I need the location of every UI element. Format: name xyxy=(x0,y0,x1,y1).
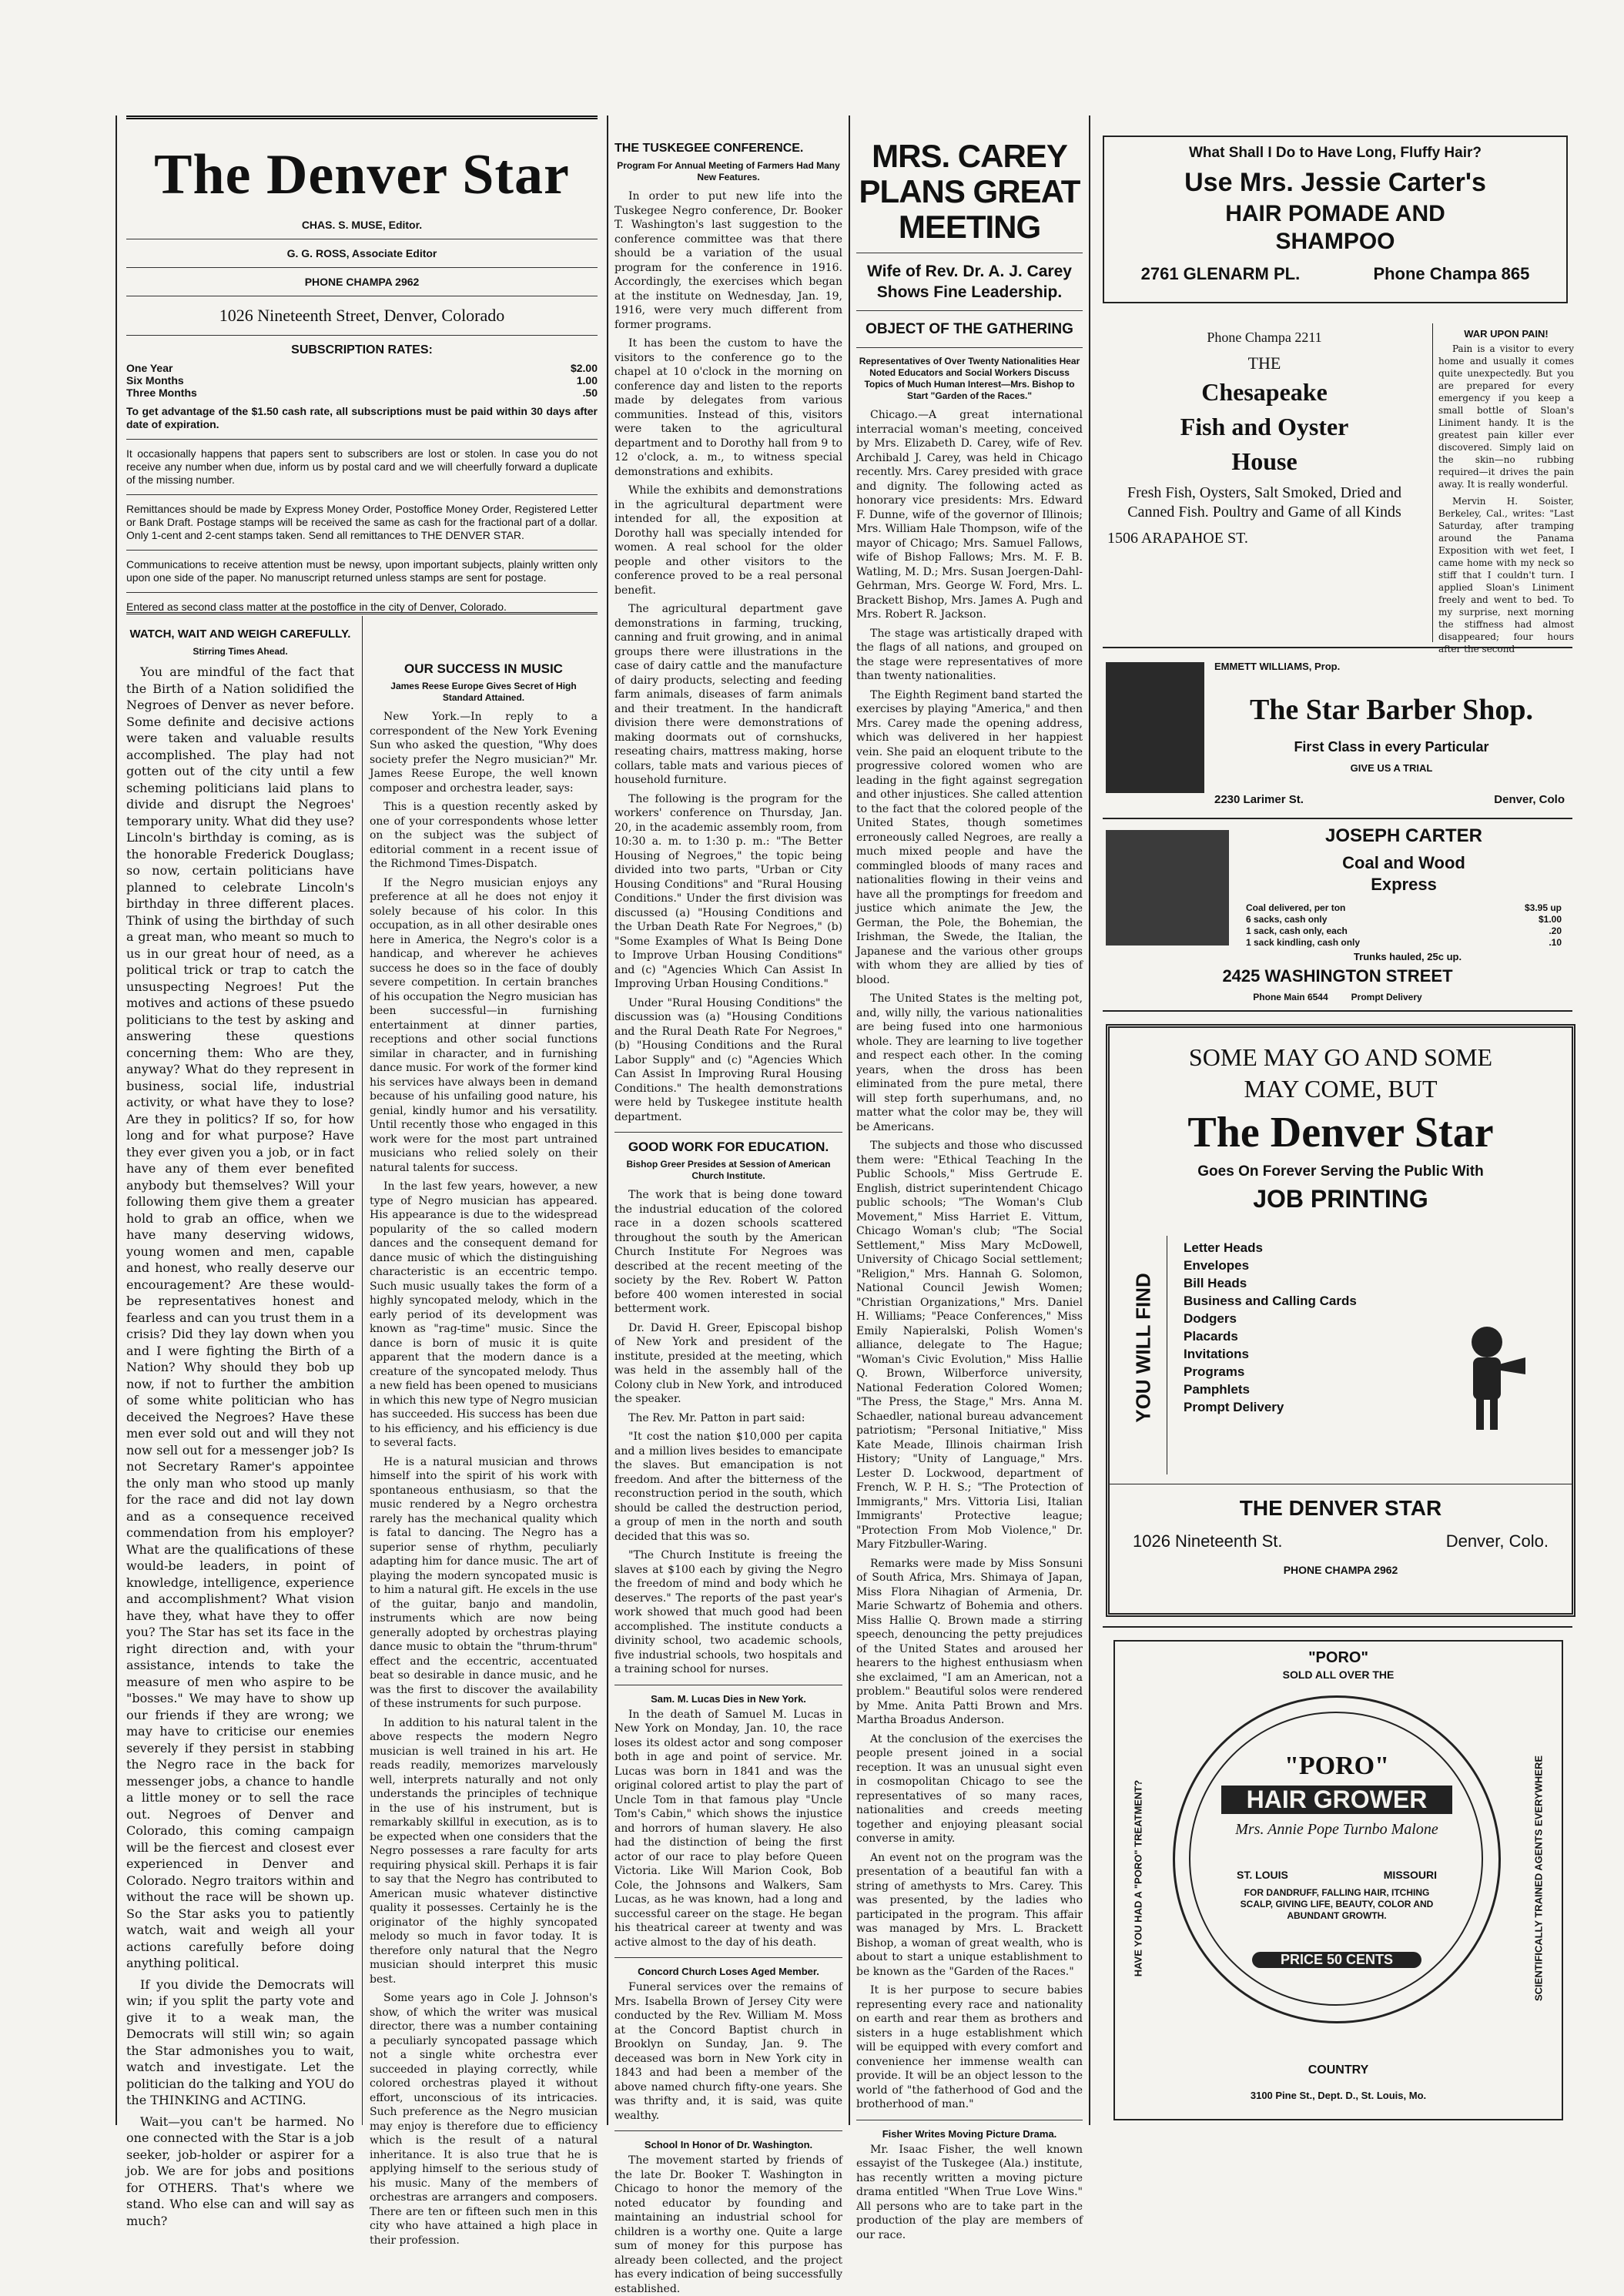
ad-phone: PHONE CHAMPA 2962 xyxy=(1283,1564,1398,1576)
article-headline: Concord Church Loses Aged Member. xyxy=(638,1966,819,1977)
product-city: ST. LOUIS xyxy=(1237,1869,1288,1881)
article-paragraph: Remarks were made by Miss Sonsuni of South Africa, Mrs. Shimaya of Japan, Miss Flora Nihagian of Armenia, Dr. Marie Schwartz of Bohemia and others. Miss Hallie Q. Brown made a stirring speech, denouncing the petty prejudices of the United States and aroused her hearers to the highest enthusiasm when she exclaimed, "I am an American, not a problem." Beautiful solos were rendered by Mme. Anita Patti Brown and Mrs. Martha Broadus Anderson. xyxy=(856,1557,1083,1726)
article-paragraph: The United States is the melting pot, and, willy nilly, the various nationalities are being fused into one harmonious whole. They are learning to live together and respect each other. In the coming years, when the dross has been eliminated from the pure metal, there will step forth superhumans, and, no matter what the color may be, they will be Americans. xyxy=(856,992,1083,1133)
article-deck: Wife of Rev. Dr. A. J. Carey Shows Fine Leadership. xyxy=(867,263,1072,301)
ad-side-label: YOU WILL FIND xyxy=(1131,1273,1155,1423)
article-headline: THE TUSKEGEE CONFERENCE. xyxy=(614,142,804,155)
article-paragraph: The movement started by friends of the late Dr. Booker T. Washington in Chicago to honor the memory of the noted educator by founding and maintaining an industrial school for children is a worthy one. Quite a large sum of money for this purpose has already been collected, and the project has every indication of being successfully established. xyxy=(614,2154,842,2295)
ad-proprietor: EMMETT WILLIAMS, Prop. xyxy=(1214,661,1341,672)
article-pain xyxy=(1438,323,1574,654)
rate-list xyxy=(126,362,598,399)
article-headline: MRS. CAREY PLANS GREAT MEETING xyxy=(859,138,1080,245)
ad-description: Fresh Fish, Oysters, Salt Smoked, Dried and Canned Fish. Poultry and Game of all Kinds xyxy=(1127,484,1402,520)
entered-note: Entered as second class matter at the postoffice in the city of Denver, Colorado. xyxy=(126,601,507,613)
ad-name: Fish and Oyster xyxy=(1180,413,1349,440)
ad-job-printing xyxy=(1106,1024,1575,1617)
article-headline: WATCH, WAIT AND WEIGH CAREFULLY. xyxy=(129,628,351,641)
ad-name: JOSEPH CARTER xyxy=(1324,825,1483,846)
newspaper-page xyxy=(116,115,1579,2295)
service-item: Dodgers xyxy=(1184,1311,1237,1326)
ad-line: MAY COME, BUT xyxy=(1244,1075,1438,1103)
article-paragraph: "It cost the nation $10,000 per capita and a million lives besides to emancipate the slaves. But emancipation is not freedom. And after the bitterness of the reconstruction period in the south, which should be called the destruction period, a group of men in the north and south decided that this was so. xyxy=(614,1431,842,1543)
service-item: Bill Heads xyxy=(1184,1276,1247,1290)
address-line: 1026 Nineteenth Street, Denver, Colorado xyxy=(219,306,505,325)
article-headline: OUR SUCCESS IN MUSIC xyxy=(404,661,563,676)
ad-name: Chesapeake xyxy=(1201,378,1328,406)
article-paragraph: The work that is being done toward the industrial education of the colored race in a dozen schools scattered throughout the south by the American Church Institute For Negroes was described at the recent meeting of the society by the Rev. Robert W. Patton before 400 women interested in social betterment work. xyxy=(614,1189,842,1315)
ad-address: 1026 Nineteenth St. xyxy=(1133,1531,1283,1551)
article-paragraph: It has been the custom to have the visitors to the conference go to the chapel at 10 o'clock in the morning on conference day and listen to the reports made by delegates from various communities. Instead of this, visitors were taken to the agricultural department and to Dorothy hall from 9 to 12 o'clock, a. m., to witness special demonstrations and exhibits. xyxy=(614,337,842,478)
ad-line: HAIR POMADE AND xyxy=(1225,201,1445,226)
article-paragraph: He is a natural musician and throws himself into the spirit of his work with spontaneous enthusiasm, so that the music rendered by a Negro orchestra rarely has the mechanical quality which is fatal to dancing. The Negro has a superior sense of rhythm, peculiarly adapting him for dance music. The art of playing the modern syncopated music is to him a natural gift. He excels in the use of the guitar, banjo and mandolin, instruments which are now being generally adopted by orchestras playing dance music to obtain the "thrum-thrum" effect and the eccentric, accentuated beat so desirable in dance music, and he was the first to discover the availability of these instruments for such purpose. xyxy=(370,1455,598,1710)
article-music xyxy=(370,654,598,2247)
article-subhead: Program For Annual Meeting of Farmers Had Many New Features. xyxy=(617,160,840,182)
article-paragraph: Under "Rural Housing Conditions" the discussion was (a) "Housing Conditions and the Rural Death Rate For Negroes," (b) "Housing Conditions and the Rural Labor Supply" and (c) "Agencies Which Can Assist In Improving Rural Housing Conditions." The health demonstrations were held by Tuskegee institute health department. xyxy=(614,996,842,1123)
ad-footer-name: THE DENVER STAR xyxy=(1239,1496,1442,1520)
price-row: 1 sack kindling, cash only .10 xyxy=(1246,937,1562,948)
portrait-photo xyxy=(1106,830,1229,946)
article-paragraph: Pain is a visitor to every home and usually it comes quite unexpectedly. But you are prepared for every emergency if you keep a small bottle of Sloan's Liniment handy. It is the greatest pain killer ever discovered. Simply laid on the skin—no rubbing required—it drives the pain away. It is really wonderful. xyxy=(1438,343,1574,490)
remit-note: Remittances should be made by Express Money Order, Postoffice Money Order, Registered Letter or Bank Draft. Postage stamps will be received the same as cash for the fractional part of a dollar. Only 1-cent and 2-cent stamps taken. Send all remittances to THE DENVER STAR. xyxy=(126,503,598,541)
article-paragraph: Wait—you can't be harmed. No one connected with the Star is a job seeker, job-holder or aspirer for a job. We are for jobs and positions for OTHERS. That's where we stand. Who else can and will say as much? xyxy=(126,2114,354,2228)
ad-name: The Star Barber Shop. xyxy=(1249,694,1534,726)
ad-address: 2761 GLENARM PL. xyxy=(1140,264,1301,283)
ad-hair-pomade xyxy=(1103,136,1568,303)
article-subhead: Stirring Times Ahead. xyxy=(193,646,288,657)
article-paragraph: The agricultural department gave demonstrations in farming, trucking, canning and fruit growing, and in animal groups there were illustrations in the case of dairy cattle and the manufacture of dairy products, selecting and feeding farm animals, diseases of farm animals and their treatment. In the handicraft division there were demonstrations of making doormats out of cornshucks, reseating chairs, mattress making, horse collars, table mats and various pieces of household furniture. xyxy=(614,603,842,786)
ad-line: SHAMPOO xyxy=(1275,229,1395,254)
article-headline: Fisher Writes Moving Picture Drama. xyxy=(882,2127,1057,2140)
ad-line: JOB PRINTING xyxy=(1253,1185,1428,1213)
ad-line: GIVE US A TRIAL xyxy=(1350,762,1433,774)
ad-line: Trunks hauled, 25c up. xyxy=(1353,951,1462,962)
phone-line: PHONE CHAMPA 2962 xyxy=(304,276,420,288)
ad-address: 3100 Pine St., Dept. D., St. Louis, Mo. xyxy=(1250,2090,1427,2101)
article-paragraph: If the Negro musician enjoys any preference at all he does not enjoy it solely because of his color. In this occupation, as in all other desirable ones here in America, the Negro's color is a handicap, and wherever he achieves success he does so in the face of doubly severe competition. In certain branches of his occupation the Negro musician has been successful—in furnishing entertainment at dinner parties, receptions and other social functions similar in character, and in furnishing dance music. For work of the former kind his services have always been in demand because of his unfailing good nature, his genial, kindly humor and his versatility. Until recently those who engaged in this work were for the most part untrained musicians who relied solely on their natural talents for success. xyxy=(370,876,598,1174)
product-maker: Mrs. Annie Pope Turnbo Malone xyxy=(1235,1821,1438,1838)
article-paragraph: The following is the program for the workers' conference on Thursday, Jan. 20, in the academic assembly room, from 10:30 a. m. to 1:30 p. m.: "The Better Housing of Negroes," the topic being divided into two parts, "Urban or City Housing Conditions" and "Rural Housing Conditions." Under the first division was discussed (a) "Housing Conditions and the Urban Death Rate For Negroes," (b) "Some Examples of What Is Being Done to Improve Urban Housing Conditions" and (c) "Agencies Which Can Assist In Improving Urban Housing Conditions." xyxy=(614,792,842,990)
column-rule xyxy=(362,616,363,2125)
ad-line: THE xyxy=(1247,353,1281,373)
trumpeter-icon xyxy=(1448,1320,1533,1436)
rate-row: One Year $2.00 xyxy=(126,362,598,374)
ad-line: SOME MAY GO AND SOME xyxy=(1188,1043,1493,1071)
lost-note: It occasionally happens that papers sent to subscribers are lost or stolen. In case you do not receive any number when due, inform us by postal card and we will cheerfully forward a duplicate of the missing number. xyxy=(126,447,598,486)
article-paragraph: The stage was artistically draped with the flags of all nations, and grouped on the stage were representatives of more than twenty nationalities. xyxy=(856,627,1083,682)
price-row: 1 sack, cash only, each .20 xyxy=(1246,925,1562,936)
subscription-title: SUBSCRIPTION RATES: xyxy=(291,343,433,356)
article-paragraph: In addition to his natural talent in the above respects the modern Negro musician is well trained in his art. He reads readily, memorizes marvelously well, interprets naturally and not only understands the principles of technique in the use of his instrument, but is remarkably skillful in execution, as is to be expected when one considers that the Negro possesses a rare faculty for arts requiring physical skill. Perhaps it is fair to say that the Negro has contributed to American music whatever distinctive quality it possesses. Certainly he is the originator of the highly syncopated melody so much in favor today. It is therefore only natural that the Negro musician should interpret this music best. xyxy=(370,1716,598,1986)
article-headline: Sam. M. Lucas Dies in New York. xyxy=(651,1692,806,1705)
article-paragraph: "The Church Institute is freeing the slaves at $100 each by giving the Negro the freedom of mind and body which he deserves." The reports of the past year's work showed that much good had been accomplished. The institute conducts a divinity school, two academic schools, five industrial schools, two hospitals and a training school for nurses. xyxy=(614,1549,842,1675)
article-paragraph: This is a question recently asked by one of your correspondents whose letter on the subject was the subject of editorial comment in a recent issue of the Richmond Times-Dispatch. xyxy=(370,801,598,870)
article-watch-wait xyxy=(126,620,354,2228)
ad-address: 2425 WASHINGTON STREET xyxy=(1222,966,1453,986)
ad-tagline: Goes On Forever Serving the Public With xyxy=(1197,1163,1484,1180)
editor-line: CHAS. S. MUSE, Editor. xyxy=(301,219,423,231)
article-paragraph: In the last few years, however, a new type of Negro musician has appeared. His appearance is due to the widespread popularity of the so called modern dances and the consequent demand for dance music of which the distinguishing characteristic is an eccentric tempo. Such music usually takes the form of a highly syncopated melody, which in the early period of its development was known as "rag-time" music. Since the dance is born of music it is quite apparent that the modern dance is a creature of the syncopated melody. Thus a new field has been opened to musicians in which this new type of Negro musician has succeeded. His success has been due to his efficiency, and his efficiency is due to several facts. xyxy=(370,1180,598,1449)
service-item: Programs xyxy=(1184,1364,1245,1379)
product-brand: "PORO" xyxy=(1284,1752,1389,1780)
ad-name: House xyxy=(1231,447,1298,475)
article-paragraph: If you divide the Democrats will win; if you split the party vote and give it to a weak man, the Democrats will still win; so again the Star admonishes you to wait, watch and investigate. Let the politician do the talking and YOU do the THINKING and ACTING. xyxy=(126,1976,354,2107)
poro-seal xyxy=(1173,1695,1501,2023)
portrait-photo xyxy=(1106,662,1204,793)
editorial-box xyxy=(126,115,598,613)
ad-name: The Denver Star xyxy=(1187,1109,1494,1156)
assoc-editor-line: G. G. ROSS, Associate Editor xyxy=(286,247,437,259)
ad-line: Coal and Wood xyxy=(1342,853,1465,872)
article-paragraph: The Rev. Mr. Patton in part said: xyxy=(628,1411,805,1424)
ad-city: Denver, Colo xyxy=(1494,793,1565,806)
ad-line: Use Mrs. Jessie Carter's xyxy=(1184,168,1486,197)
column-rule xyxy=(116,115,117,2125)
article-paragraph: Mervin H. Soister, Berkeley, Cal., writes: "Last Saturday, after tramping around the Panama Exposition with wet feet, I came home with my neck so stiff that I couldn't turn. I applied Sloan's Liniment freely and went to bed. To my surprise, next morning the stiffness had almost disappeared; four hours after the second xyxy=(1438,496,1574,654)
article-paragraph: Chicago.—A great international interracial woman's meeting, conceived by Mrs. Elizabeth D. Carey, wife of Rev. Archibald J. Carey, was held in Chicago recently. Mrs. Carey presided with grace and dignity. The following acted as honorary vice presidents: Mrs. Edward F. Dunne, wife of the governor of Illinois; Mrs. William Hale Thompson, wife of the mayor of Chicago; Mrs. Samuel Fallows, wife of Bishop Fallows; Mrs. M. F. B. Watling, M. D.; Mrs. Susan Joergen-Dahl-Gehrman, Mrs. George W. Ford, Mrs. L. Brackett Bishop, Mrs. James A. Pugh and Mrs. Robert R. Jackson. xyxy=(856,409,1083,621)
service-item: Prompt Delivery xyxy=(1184,1400,1284,1414)
product-claim: FOR DANDRUFF, FALLING HAIR, ITCHING SCALP, GIVING LIFE, BEAUTY, COLOR AND ABUNDANT GROWTH. xyxy=(1240,1887,1434,1921)
article-carey xyxy=(856,134,1083,2241)
article-subhead: Representatives of Over Twenty Nationalities Hear Noted Educators and Social Workers Discuss Topics of Much Human Interest—Mrs. Bishop to Start "Garden of the Races." xyxy=(859,356,1080,401)
ad-phone: Phone Champa 865 xyxy=(1373,264,1530,283)
ad-barber-shop xyxy=(1103,654,1572,962)
ad-line: SOLD ALL OVER THE xyxy=(1282,1668,1395,1681)
article-headline: WAR UPON PAIN! xyxy=(1464,328,1549,340)
ad-name: "PORO" xyxy=(1308,1649,1368,1666)
article-paragraph: Dr. David H. Greer, Episcopal bishop of New York and president of the institute, presided at the meeting, which was held in the assembly hall of the Colony club in New York, and introduced the speaker. xyxy=(614,1321,842,1405)
page-title: The Denver Star xyxy=(154,143,570,206)
ad-line: Express xyxy=(1371,875,1437,894)
article-paragraph: Some years ago in Cole J. Johnson's show, of which the writer was musical director, there was a number containing a peculiarly syncopated passage which not a single white orchestra ever succeeded in playing correctly, while colored orchestras played it without effort, unconscious of its intricacies. Such preference as the Negro musician may enjoy is therefore due to efficiency which is the result of a natural inheritance. It is also true that he is applying himself to the serious study of his music. Many of the members of orchestras are arrangers and composers. There are ten or fifteen such men in this city who have attained a high place in their profession. xyxy=(370,1992,598,2247)
article-paragraph: In order to put new life into the Tuskegee Negro conference, Dr. Booker T. Washington's last suggestion to the conference committee was that there should be a variation of the usual program for the conference in 1916. Accordingly, the exercises which began at the institute on Wednesday, Jan. 19, 1916, were very much different from former programs. xyxy=(614,190,842,331)
ad-question: What Shall I Do to Have Long, Fluffy Hair? xyxy=(1188,145,1482,161)
cash-note: To get advantage of the $1.50 cash rate, all subscriptions must be paid within 30 days after date of expiration. xyxy=(126,405,598,430)
article-paragraph: Funeral services over the remains of Mrs. Isabella Brown of Jersey City were conducted by the Rev. William M. Moss at the Concord Baptist church in Brooklyn on Sunday, Jan. 9. The deceased was born in New York city in 1843 and had been a member of the above named church fifty-one years. She was thrifty and, it is said, was quite wealthy. xyxy=(614,1981,842,2122)
service-item: Envelopes xyxy=(1184,1258,1250,1273)
article-headline: GOOD WORK FOR EDUCATION. xyxy=(628,1140,829,1154)
ad-address: 2230 Larimer St. xyxy=(1214,793,1304,806)
article-paragraph: The subjects and those who discussed them were: "Ethical Teaching In the Public Schools," Miss Gertrude E. English, district superintendent Chicago public schools; "The Woman's Club Movement," Miss Harriet E. Vittum, Chicago Woman's club; "The Social Settlement," Miss Mary McDowell, University of Chicago Social settlement; "Religion," Mrs. Hannah G. Solomon, National Council Jewish Women; "Christian Organizations," Mrs. Daniel H. Williams; "Peace Conferences," Miss Emily Napieralski, Polish Women's alliance, delegate to The Hague; "Woman's Civic Evolution," Miss Hallie Q. Brown, Wilberforce university, National Federation Colored Women; "The Press, the Stage," Mrs. Anna M. Schaedler, national bureau advancement patriotism; "Personal Initiative," Miss Kate Meade, Illinois chairman Irish History; "Unity of Language," Mrs. Lester D. Lockwood, department of French, W. P. H. S.; "The Protection of Immigrants," Mrs. Vittoria Lisi, Italian Immigrants' Protective league; "Protection From Mob Violence," Dr. Mary Fitzbuller-Waring. xyxy=(856,1140,1083,1551)
product-price: PRICE 50 CENTS xyxy=(1252,1952,1421,1968)
article-paragraph: New York.—In reply to a correspondent of the New York Evening Sun who asked the question, "Why does society prefer the Negro musician?" Mr. James Reese Europe, the well known composer and orchestra leader, says: xyxy=(370,711,598,795)
ad-tagline: First Class in every Particular xyxy=(1294,739,1489,755)
ad-city: Denver, Colo. xyxy=(1445,1531,1549,1551)
article-deck: OBJECT OF THE GATHERING xyxy=(866,321,1073,337)
ad-chesapeake xyxy=(1103,323,1426,642)
article-subhead: James Reese Europe Gives Secret of High Standard Attained. xyxy=(390,681,577,703)
ad-poro xyxy=(1113,1640,1563,2120)
article-paragraph: It is her purpose to secure babies representing every race and nationality on earth and rear them as brothers and sisters in a huge establishment which will be equipped with every comfort and convenience her immense wealth can provide. It will be an object lesson to the world of "the fatherhood of God and the brotherhood of man." xyxy=(856,1984,1083,2110)
article-paragraph: You are mindful of the fact that the Birth of a Nation solidified the Negroes of Denver as never before. Some definite and decisive actions were taken and valuable results accomplished. The play had not gotten out of the city until a few scheming politicians laid plans to divide and disrupt the Negroes' temporary unity. What did they use? Lincoln's birthday is coming, as is the honorable Frederick Douglass; so now, certain politicians have planned to celebrate Lincoln's birthday in three different places. Think of using the birthday of such a great man, who meant so much to us in our great hour of need, as a political trick or trap to catch the unsuspecting Negroes! Put the motives and actions of these psuedo politicians to the test by asking and answering these questions concerning them: Who are they, anyway? What do they represent in business, social life, industrial activity, or what have they to lose? Are they in politics? If so, for how long and for what purpose? Have they ever given you a job, or in fact have any of them ever benefited anybody but themselves? Will your following them give them a greater hold to grab an office, when we have many deserving widows, young women and men, capable and honest, who really deserve our encouragement? Are these would-be representatives honest and fearless and can you trust them in a crisis? Did they lay down when you and I were fighting the Birth of a Nation? Why should they bob up now, if not to further the ambition of some white politician who has deceived the Negroes? Have these men ever sold out and will they not now sell out for a messenger job? Is not Secretary Ramer's appointee the only man who stood up manly for the race and did not lay down and as a consequence received commendation from his employer? What are the qualifications of these would-be leaders, in point of knowledge, intelligence, experience and accomplishment? What vision have they, what have they to offer you? The Star has set its face in the right direction and, with your assistance, intends to take the measure of men who aspire to be "bosses." We may have to show up our friends if they are wrong; we may have to criticise our enemies severely if they persist in stabbing the Negro race in the back for messenger jobs, a chance to handle a little money or to sell the race out. Negroes of Denver and Colorado, this coming campaign will be the fiercest and closest ever experienced in Denver and Colorado. Negro traitors within and without the race will be shown up. So the Star asks you to patiently watch, wait and weigh all your actions carefully before doing anything political. xyxy=(126,664,354,1970)
article-paragraph: Mr. Isaac Fisher, the well known essayist of the Tuskegee (Ala.) institute, has recently written a moving picture drama entitled "When True Love Wins." All persons who are to take part in the production of the play are members of our race. xyxy=(856,2143,1083,2241)
service-item: Letter Heads xyxy=(1184,1240,1263,1255)
ad-line: COUNTRY xyxy=(1308,2063,1369,2077)
article-paragraph: While the exhibits and demonstrations in the agricultural department were intended for all, the exposition at Dorothy hall was specially intended for women. A real school for the older people and other visitors to the conference proved to be a real personal benefit. xyxy=(614,484,842,597)
rate-row: Three Months .50 xyxy=(126,387,598,399)
ad-side-label: HAVE YOU HAD A "PORO" TREATMENT? xyxy=(1132,1779,1144,1977)
service-item: Placards xyxy=(1184,1329,1238,1344)
price-list xyxy=(1246,902,1562,949)
price-row: 6 sacks, cash only $1.00 xyxy=(1246,914,1562,925)
column-rule xyxy=(607,115,608,2125)
article-paragraph: The Eighth Regiment band started the exercises by playing "America," and then Mrs. Carey made the opening address, which was delivered in her happiest vein. She paid an eloquent tribute to the progressive colored women who are leading in the fight against segregation and other injustices. She called attention to the fact that the colored people of the United States, though sometimes erroneously called Negroes, are really a much mixed people and have the commingled bloods of many races and nationalities flowing in their veins and have all the promptings for freedom and justice which animate the Jew, the German, the Pole, the Bohemian, the Irishman, the Swede, the Italian, the Japanese and the various other groups with whom they are allied by ties of blood. xyxy=(856,688,1083,986)
service-item: Invitations xyxy=(1184,1347,1250,1361)
article-headline: School In Honor of Dr. Washington. xyxy=(644,2139,813,2150)
column-rule xyxy=(849,115,850,2125)
price-row: Coal delivered, per ton $3.95 up xyxy=(1246,902,1562,913)
product-name: HAIR GROWER xyxy=(1221,1786,1452,1814)
product-state: MISSOURI xyxy=(1383,1869,1437,1881)
article-paragraph: An event not on the program was the presentation of a beautiful fan with a string of amethysts to Mrs. Carey. This was presented, by the ladies who participated in the program. This affair was managed by Mrs. L. Brackett Bishop, a woman of great wealth, who is about to start a unique establishment to be known as the "Garden of the Races." xyxy=(856,1851,1083,1978)
article-paragraph: In the death of Samuel M. Lucas in New York on Monday, Jan. 10, the race loses its oldest actor and song composer both in age and point of service. Mr. Lucas was born in 1841 and was the original colored artist to play the part of Uncle Tom in that famous play "Uncle Tom's Cabin," which shows the injustice and horrors of human slavery. He also had the distinction of being the first actor of our race to play before Queen Victoria. Like Will Marion Cook, Bob Cole, the Johnsons and Walkers, Sam Lucas, as he was known, had a long and successful career on the stage. He began his theatrical career at twenty and was active almost to the day of his death. xyxy=(614,1708,842,1949)
ad-phone: Phone Champa 2211 xyxy=(1207,330,1322,345)
article-subhead: Bishop Greer Presides at Session of American Church Institute. xyxy=(626,1159,831,1181)
ad-phone: Phone Main 6544 xyxy=(1253,992,1328,1002)
rate-row: Six Months 1.00 xyxy=(126,374,598,387)
service-list xyxy=(1184,1239,1357,1416)
ad-line: Prompt Delivery xyxy=(1351,992,1422,1002)
ad-address: 1506 ARAPAHOE ST. xyxy=(1107,530,1248,547)
article-paragraph: At the conclusion of the exercises the people present joined in a social reception. It was an unusual sight even in cosmopolitan Chicago to see the representatives of so many races, nationalities and creeds meeting together and enjoying pleasant social converse in amity. xyxy=(856,1732,1083,1845)
communications-note: Communications to receive attention must be newsy, upon important subjects, plainly written only upon one side of the paper. No manuscript returned unless stamps are sent for postage. xyxy=(126,558,598,584)
column-rule xyxy=(1089,115,1090,2125)
ad-side-label: SCIENTIFICALLY TRAINED AGENTS EVERYWHERE xyxy=(1532,1755,1545,2002)
service-item: Business and Calling Cards xyxy=(1184,1294,1357,1308)
column-3 xyxy=(614,134,842,2295)
service-item: Pamphlets xyxy=(1184,1382,1250,1397)
